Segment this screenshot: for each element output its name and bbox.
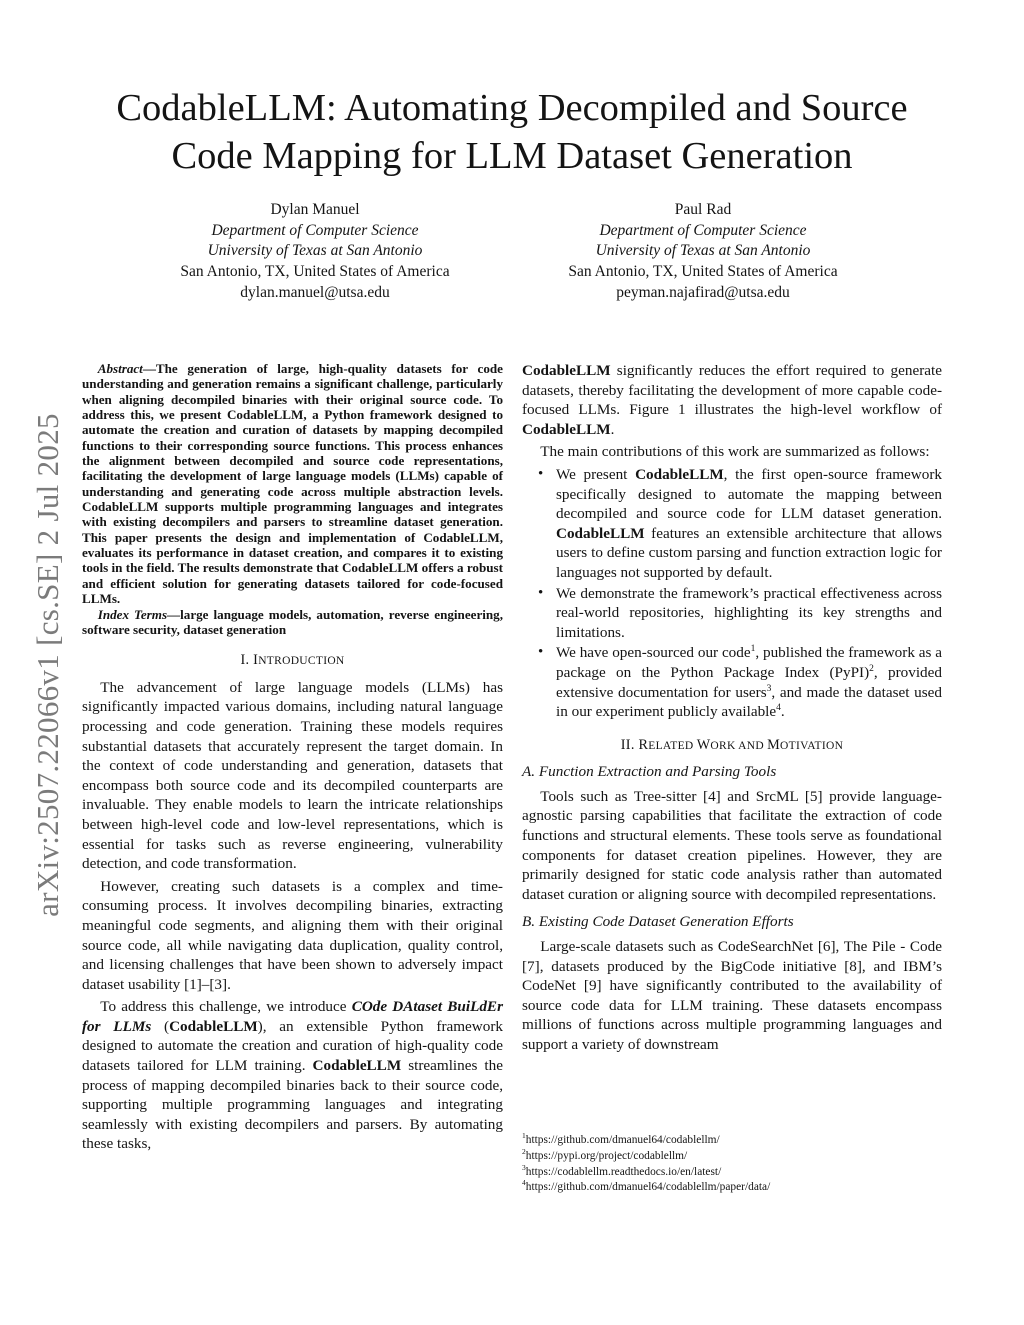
subsection-heading-b: B. Existing Code Dataset Generation Efforts [522, 913, 794, 931]
intro-paragraph-2: However, creating such datasets is a complex and time-consuming process. It involves decompiling binaries, extracting meaningful code segments, and aligning them with their original source code, all while navigating data duplication, quality control, and licensing challenges that have been shown to adversely impact dataset usability [1]–[3]. [82, 877, 503, 993]
index-terms-text: large language models, automation, reverse engineering, software security, dataset generation [82, 606, 504, 637]
author-location: San Antonio, TX, United States of America [180, 263, 450, 281]
related-paragraph-b: Large-scale datasets such as CodeSearchNet [6], The Pile - Code [7], datasets produced by the BigCode initiative [8], and IBM’s CodeNet [9] have significantly contributed to the availability of source code data for LLM training. These datasets encompass millions of functions across multiple programming languages and support a variety of downstream [522, 938, 942, 1053]
list-item: • We have open-sourced our code$^1$, published the framework as a package on the Python Package Index (PyPI)$^2$, provided extensive documentation for users$^3$, and made the dataset used in our experiment publicly available$^4$. [556, 643, 942, 721]
paper-title [60, 84, 964, 180]
footnote-1: $^1$https://github.com/dmanuel64/codablellm/ [522, 1131, 720, 1146]
related-paragraph-a: Tools such as Tree-sitter [4] and SrcML [5] provide language-agnostic parsing capabilities that facilitate the extraction of code functions and structural elements. These tools serve as foundational components for dataset creation pipelines. However, they are primarily designed for static code analysis rather than automated dataset curation or aligning source with decompiled representations. [522, 787, 942, 903]
footnote-link[interactable]: https://github.com/dmanuel64/codablellm/ [525, 1134, 720, 1146]
author-university: University of Texas at San Antonio [207, 242, 423, 260]
section-heading-introduction: I. INTRODUCTION [240, 652, 345, 669]
intro-paragraph-3-continued: CodableLLM significantly reduces the effort required to generate datasets, thereby facilitating the development of more capable code-focused LLMs. Figure 1 illustrates the high-level workflow of CodableLLM. [522, 362, 942, 438]
footnote-link[interactable]: https://codablellm.readthedocs.io/en/latest/ [525, 1165, 722, 1178]
footnote-2: $^2$https://pypi.org/project/codablellm/ [522, 1147, 688, 1162]
intro-paragraph-1: The advancement of large language models (LLMs) has significantly impacted various domains, including natural language processing and code generation. Training these models requires substantial datasets that accurately represent the target domain. In the context of code understanding and generation, datasets that encompass both source code and its decompiled counterparts are invaluable. They enable models to learn the intricate relationships between high-level code and low-level representations, which is essential for tasks such as reverse engineering, vulnerability detection, and code transformation. [82, 678, 503, 873]
right-column [522, 361, 942, 1058]
acronym-expansion: COde DAtaset BuiLdEr for LLMs [82, 998, 503, 1035]
author-department: Department of Computer Science [599, 221, 807, 239]
index-terms-label: Index Terms [97, 606, 168, 622]
title-line-1: CodableLLM: Automating Decompiled and Source [116, 87, 908, 129]
abstract-text: The generation of large, high-quality datasets for code understanding and generation remains a significant challenge, particularly when aligning decompiled binaries with their original source code. To address this, we present CodableLLM, a Python framework designed to automate the creation and curation of datasets by mapping decompiled functions to their corresponding source functions. This process enhances the alignment between decompiled and source code representations, facilitating the development of large language models (LLMs) capable of understanding and generating code across multiple abstraction levels. CodableLLM supports multiple programming languages and integrates with existing decompilers and parsers to streamline dataset generation. This paper presents the design and implementation of CodableLLM, evaluates its performance in dataset creation, and compares it to existing tools in the field. The results demonstrate that CodableLLM offers a robust and efficient solution for generating datasets tailored for code-focused LLMs. [82, 361, 503, 607]
abstract-label: Abstract [97, 361, 143, 376]
author-email[interactable]: dylan.manuel@utsa.edu [240, 283, 390, 301]
footnote-ref[interactable]: 3 [766, 683, 772, 694]
intro-paragraph-3: To address this challenge, we introduce COde DAtaset BuiLdEr for LLMs (CodableLLM), an extensible Python framework designed to automate the creation and curation of high-quality code datasets tailored for LLM training. CodableLLM streamlines the process of mapping decompiled binaries back to their source code, supporting multiple programming languages and integrating seamlessly with existing decompilers and parsers. By automating these tasks, [82, 998, 504, 1153]
title-line-2: Code Mapping for LLM Dataset Generation [171, 135, 853, 177]
abstract: Abstract—The generation of large, high-quality datasets for code understanding and generation remains a significant challenge, particularly when aligning decompiled binaries with their original source code. To address this, we present CodableLLM, a Python framework designed to automate the creation and curation of datasets by mapping decompiled functions to their corresponding source functions. This process enhances the alignment between decompiled and source code representations, facilitating the development of large language models (LLMs) capable of understanding and generating code across multiple abstraction levels. CodableLLM supports multiple programming languages and integrates with existing decompilers and parsers to streamline dataset generation. This paper presents the design and implementation of CodableLLM, evaluates its performance in dataset creation, and compares it to existing tools in the field. The results demonstrate that CodableLLM offers a robust and efficient solution for generating datasets tailored for code-focused LLMs. [82, 361, 503, 607]
author-block-1 [130, 200, 500, 304]
left-column [82, 361, 503, 1157]
footnote-4: $^4$https://github.com/dmanuel64/codablellm/paper/data/ [522, 1178, 771, 1194]
author-university: University of Texas at San Antonio [595, 242, 811, 260]
subsection-heading-a: A. Function Extraction and Parsing Tools [522, 763, 777, 781]
section-heading-related-work: II. RELATED WORK AND MOTIVATION [620, 736, 844, 753]
footnote-ref[interactable]: 4 [776, 703, 781, 714]
author-email[interactable]: peyman.najafirad@utsa.edu [616, 283, 790, 301]
list-item: • We demonstrate the framework’s practical effectiveness across real-world repositories, highlighting its key strengths and limitations. [556, 584, 942, 643]
contributions-list [522, 465, 942, 722]
intro-paragraph-4: The main contributions of this work are summarized as follows: [540, 443, 930, 461]
author-block-2 [518, 200, 888, 304]
author-name: Dylan Manuel [270, 201, 360, 218]
author-department: Department of Computer Science [211, 221, 419, 239]
footnotes [522, 1133, 942, 1196]
footnote-ref[interactable]: 2 [869, 663, 874, 674]
footnote-3: $^3$https://codablellm.readthedocs.io/en/latest/ [522, 1162, 722, 1178]
index-terms: Index Terms—large language models, automation, reverse engineering, software security, dataset generation [82, 606, 504, 637]
list-item: • We present CodableLLM, the first open-source framework specifically designed to automate the mapping between decompiled and source code for LLM dataset generation. CodableLLM features an extensible architecture that allows users to define custom parsing and function extraction logic for languages not supported by default. [556, 465, 942, 583]
footnote-link[interactable]: https://pypi.org/project/codablellm/ [525, 1149, 688, 1162]
author-location: San Antonio, TX, United States of America [568, 263, 838, 281]
footnote-link[interactable]: https://github.com/dmanuel64/codablellm/paper/data/ [525, 1181, 771, 1194]
arxiv-stamp-text[interactable]: arXiv:2507.22066v1 [cs.SE] 2 Jul 2025 [30, 413, 65, 917]
footnote-ref[interactable]: 1 [750, 644, 756, 655]
author-name: Paul Rad [674, 201, 732, 218]
